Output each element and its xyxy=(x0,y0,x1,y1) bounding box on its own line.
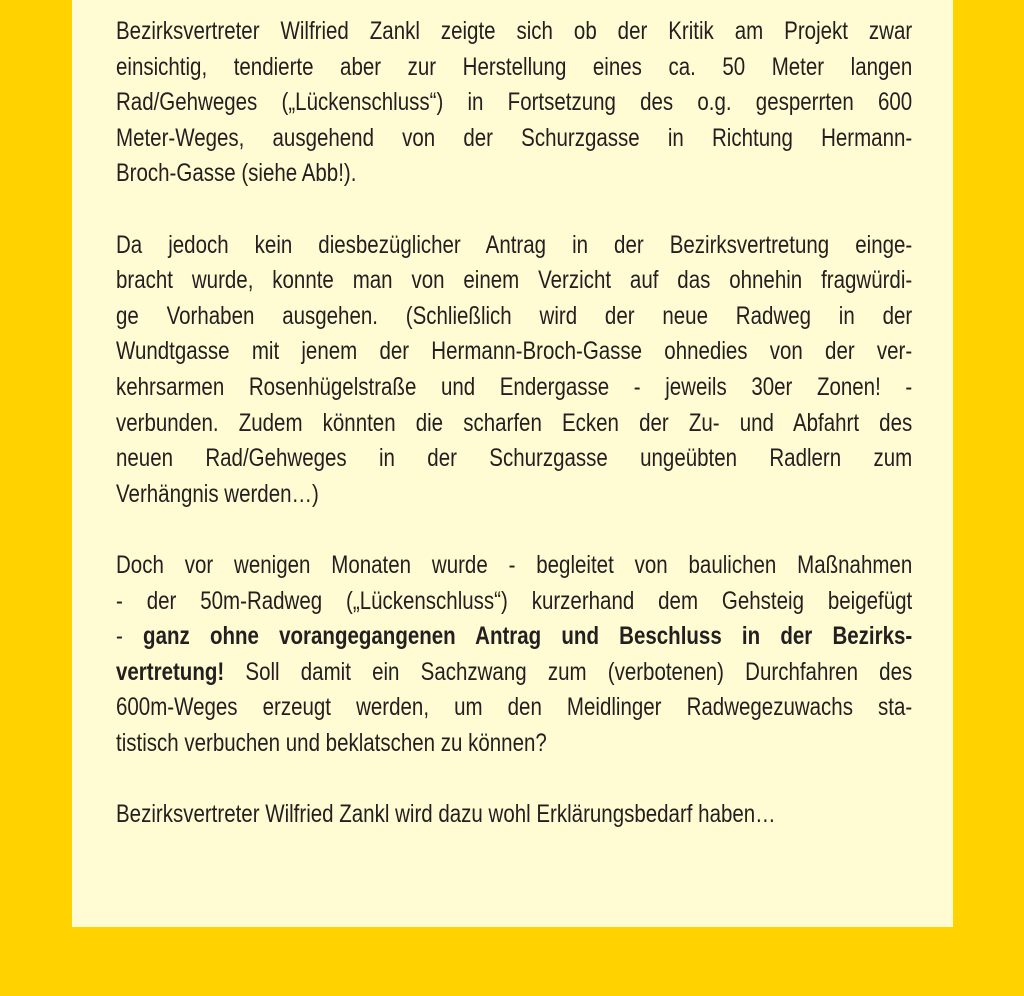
text-line: Da jedoch kein diesbezüglicher Antrag in der Bezirksvertretung einge- xyxy=(116,230,913,259)
text-line: Wundtgasse mit jenem der Hermann-Broch-Gasse ohnedies von der ver- xyxy=(116,337,913,366)
text-line: - der 50m-Radweg („Lückenschluss“) kurzerhand dem Gehsteig beigefügt xyxy=(116,586,913,615)
text-segment: Soll damit ein Sachzwang zum (verbotenen) Durchfahren des xyxy=(224,657,913,686)
text-segment: - xyxy=(116,622,144,651)
text-line: bracht wurde, konnte man von einem Verzicht auf das ohnehin fragwürdi- xyxy=(116,266,913,295)
bold-text: ganz ohne vorangegangenen Antrag und Beschluss in der Bezirks- xyxy=(143,622,913,651)
text-line: Meter-Weges, ausgehend von der Schurzgasse in Richtung Hermann- xyxy=(116,123,913,152)
text-line: Broch-Gasse (siehe Abb!). xyxy=(116,159,357,188)
text-line: Bezirksvertreter Wilfried Zankl wird dazu wohl Erklärungsbedarf haben… xyxy=(116,800,776,829)
article-body xyxy=(116,14,912,833)
bold-text: vertretung! xyxy=(116,657,225,686)
paragraph xyxy=(116,797,912,833)
text-line: 600m-Weges erzeugt werden, um den Meidlinger Radwegezuwachs sta- xyxy=(116,693,913,722)
text-line: einsichtig, tendierte aber zur Herstellung eines ca. 50 Meter langen xyxy=(116,52,913,81)
text-line: kehrsarmen Rosenhügelstraße und Endergasse - jeweils 30er Zonen! - xyxy=(116,372,913,401)
text-line xyxy=(116,655,912,691)
paragraph xyxy=(116,548,912,762)
text-line: ge Vorhaben ausgehen. (Schließlich wird der neue Radweg in der xyxy=(116,301,913,330)
paragraph xyxy=(116,228,912,513)
text-line: verbunden. Zudem könnten die scharfen Ecken der Zu- und Abfahrt des xyxy=(116,408,913,437)
text-line: Bezirksvertreter Wilfried Zankl zeigte sich ob der Kritik am Projekt zwar xyxy=(116,17,913,45)
text-line: tistisch verbuchen und beklatschen zu können? xyxy=(116,728,547,757)
text-line: neuen Rad/Gehweges in der Schurzgasse ungeübten Radlern zum xyxy=(116,444,913,473)
text-line: Doch vor wenigen Monaten wurde - begleitet von baulichen Maßnahmen xyxy=(116,550,913,579)
text-line xyxy=(116,619,912,655)
paragraph xyxy=(116,14,912,192)
article-panel xyxy=(72,0,953,927)
text-line: Verhängnis werden…) xyxy=(116,479,319,508)
text-line: Rad/Gehweges („Lückenschluss“) in Fortsetzung des o.g. gesperrten 600 xyxy=(116,88,913,117)
